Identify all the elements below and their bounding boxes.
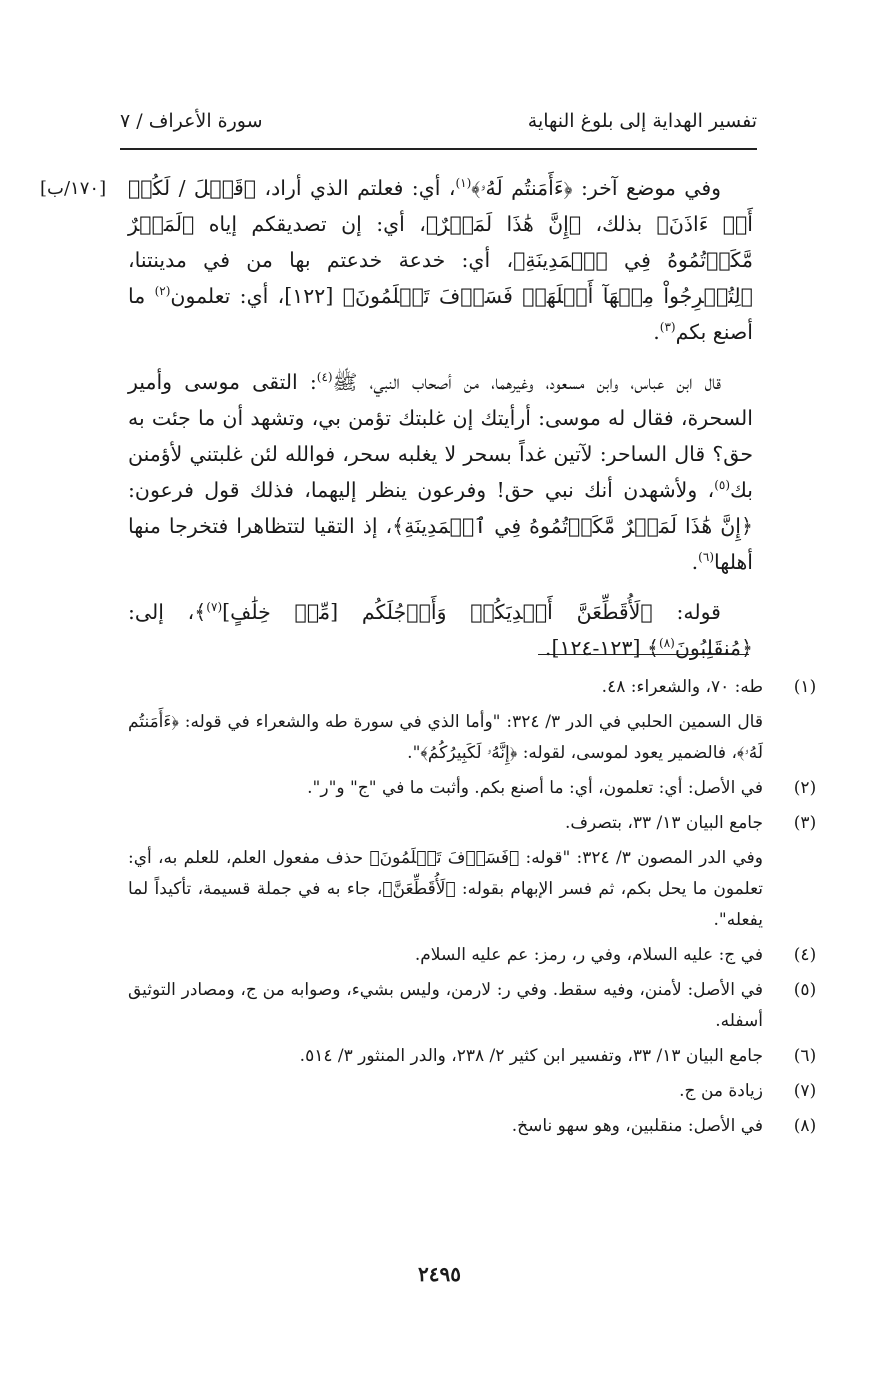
surah-label: سورة الأعراف / ٧ (120, 110, 263, 132)
quran-quote: ﴿مُنقَلِبُونَ (674, 636, 753, 660)
footnote-marker: (٦) (698, 550, 714, 565)
footnote-3-continuation: وفي الدر المصون ٣/ ٣٢٤: "قوله: ﴿فَسَوۡفَ تَعۡلَمُونَ﴾ حذف مفعول العلم، للعلم به، أي: تعلمون ما يحل بكم، ثم فسر الإبهام بقوله: ﴿لَأُقَطِّعَنَّ﴾، جاء به في جملة قسيمة، تأكيداً لما يفعله". (128, 848, 763, 930)
footnote-number: (٣) (793, 813, 817, 833)
text-run: [١٢٣-١٢٤]. (544, 636, 647, 660)
footnote-marker: (٤) (316, 370, 333, 385)
quran-bracket: ﴾ (194, 600, 207, 624)
footnote-marker: (٥) (714, 478, 731, 493)
footnote-marker: (١) (455, 176, 472, 191)
text-run: : التقى موسى وأمير السحرة، فقال له موسى: أرأيتك إن غلبتك تؤمن بي، وتشهد أن ما جئت به حق؟ قال الساحر: لآتين غداً بسحر لا يغلبه سحر، فوالله لئن غلبتني لأؤمنن بك (128, 370, 753, 502)
footnote-text: طه: ٧٠، والشعراء: ٤٨. (601, 677, 763, 697)
text-run: ، إلى: (128, 600, 195, 624)
footnote-text: جامع البيان ١٣/ ٣٣، وتفسير ابن كثير ٢/ ٢٣٨، والدر المنثور ٣/ ٥١٤. (299, 1046, 763, 1066)
footnote-number: (٢) (793, 778, 817, 798)
footnote-text: في الأصل: أي: تعلمون، أي: ما أصنع بكم. وأثبت ما في "ج" و"ر". (307, 778, 763, 798)
text-run: ، أي: خدعة خدعتم بها من في مدينتنا، (128, 248, 514, 272)
footnote-7 (128, 1076, 835, 1107)
footnote-number: (٥) (793, 980, 817, 1000)
footnote-marker: (٧) (206, 600, 223, 615)
footnote-text: زيادة من ج. (679, 1081, 763, 1101)
text-run: ، ولأشهدن أنك نبي حق! وفرعون ينظر إليهما، فذلك قول فرعون: (128, 478, 715, 502)
text-run: [١٢٢]، أي: تعلمون (170, 284, 343, 308)
main-text (128, 170, 753, 680)
text-run: بذلك، (581, 212, 657, 236)
quran-quote: ﴿لَأُقَطِّعَنَّ أَيۡدِيَكُمۡ وَأَرۡجُلَكُم [مِّنۡ خِلَٰفٍ] (222, 600, 653, 624)
quran-quote: ﴿إِنَّ هَٰذَا لَمَكۡرٌ مَّكَرۡتُمُوهُ فِي ٱلۡمَدِينَةِ﴾ (392, 514, 753, 538)
paragraph-2 (128, 364, 753, 580)
footnote-marker: (٨) (659, 636, 675, 651)
text-run: وفي موضع آخر: (572, 176, 722, 200)
header-rule (120, 148, 757, 150)
footnote-text: في الأصل: منقلبين، وهو سهو ناسخ. (511, 1116, 763, 1136)
paragraph-3 (128, 594, 753, 666)
manuscript-folio-ref: [١٧٠/ب] (40, 178, 107, 199)
footnote-1-continuation: قال السمين الحلبي في الدر ٣/ ٣٢٤: "وأما الذي في سورة طه والشعراء في قوله: ﴿ءَأَمَنتُم لَهُۥ﴾، فالضمير يعود لموسى، لقوله: ﴿إِنَّهُۥ لَكَبِيرُكُمُ﴾". (128, 712, 763, 763)
text-run: قوله: (652, 600, 721, 624)
footnote-text: في ج: عليه السلام، وفي ر، رمز: عم عليه السلام. (414, 945, 763, 965)
footnote-text: في الأصل: لأمنن، وفيه سقط. وفي ر: لارمن، وليس بشيء، وصوابه من ج، ومصادر التوثيق أسفله. (128, 980, 763, 1031)
text-run: ما أصنع بكم (128, 284, 753, 344)
text-run: . (653, 320, 660, 344)
quran-quote: ﴿إِنَّ هَٰذَا لَمَكۡرٌ﴾ (425, 212, 582, 236)
footnote-text: جامع البيان ١٣/ ٣٣، بتصرف. (564, 813, 763, 833)
footnote-1 (128, 672, 835, 703)
book-title: تفسير الهداية إلى بلوغ النهاية (527, 110, 757, 132)
paragraph-1 (128, 170, 753, 350)
text-run: ، أي: فعلتم الذي أراد، (256, 176, 456, 200)
quran-quote: ﴿ءَأَمَنتُم لَهُۥ﴾ (471, 176, 573, 200)
footnotes (128, 672, 835, 1146)
quran-quote: ﴿قَبۡلَ / لَكُمۡ أَنۡ ءَاذَنَ﴾ (128, 176, 753, 236)
footnote-8 (128, 1111, 835, 1142)
footnote-6 (128, 1041, 835, 1072)
footnote-number: (٧) (793, 1081, 817, 1101)
footnote-marker: (٢) (154, 284, 171, 299)
running-header (120, 110, 757, 144)
footnote-4 (128, 940, 835, 971)
text-run: ، أي: إن تصديقكم إياه (194, 212, 426, 236)
quran-quote: ﴿لِتُخۡرِجُواْ مِنۡهَآ أَهۡلَهَاۖ فَسَوۡفَ تَعۡلَمُونَ﴾ (342, 284, 753, 308)
footnote-5 (128, 975, 835, 1037)
quran-bracket: ﴾ (646, 636, 659, 660)
text-run: ، إذ التقيا لتتظاهرا فتخرجا منها أهلها (128, 514, 753, 574)
footnote-separator (538, 654, 749, 655)
footnote-number: (١) (793, 677, 817, 697)
footnote-number: (٨) (793, 1116, 817, 1136)
page-number: ٢٤٩٥ (418, 1262, 461, 1286)
footnote-2 (128, 773, 835, 804)
text-run: . (691, 550, 699, 574)
footnote-marker: (٣) (659, 320, 676, 335)
quran-quote: ﴿لَمَكۡرٌ مَّكَرۡتُمُوهُ فِي ٱلۡمَدِينَةِ﴾ (128, 212, 753, 272)
footnote-number: (٦) (793, 1046, 817, 1066)
footnote-3 (128, 808, 835, 839)
text-run: قال ابن عباس، وابن مسعود، وغيرهما، من أصحاب النبي، ﷺ (332, 370, 722, 394)
footnote-number: (٤) (793, 945, 817, 965)
